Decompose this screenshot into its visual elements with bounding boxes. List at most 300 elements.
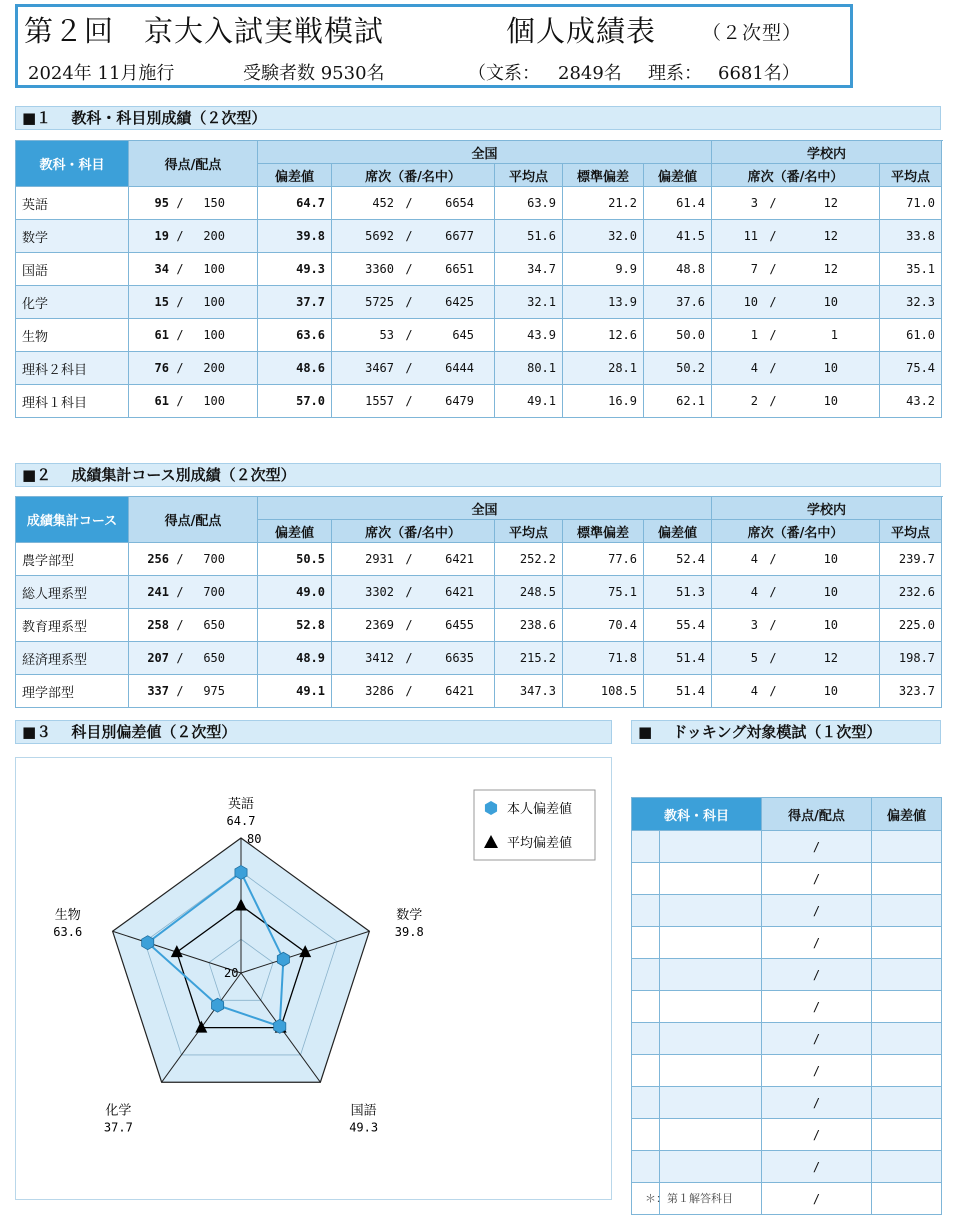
- average-cell: 49.1: [495, 385, 563, 418]
- dock-score-cell: /: [762, 831, 872, 863]
- deviation-cell: 49.1: [258, 675, 332, 708]
- deviation-cell: 52.8: [258, 609, 332, 642]
- dock-subject-cell: [660, 863, 762, 895]
- self-point: [142, 936, 154, 950]
- rank-cell: 3467 / 6444: [332, 352, 495, 385]
- examinee-count: 受験者数 9530名: [243, 63, 385, 84]
- school-rank-cell: 4 / 10: [712, 352, 880, 385]
- header-subject: 教科・科目: [16, 141, 129, 187]
- dock-mark-cell: [632, 1151, 660, 1183]
- axis-value: 49.3: [349, 1120, 379, 1135]
- dock-score-cell: /: [762, 1055, 872, 1087]
- dock-deviation-cell: [872, 991, 942, 1023]
- deviation-cell: 57.0: [258, 385, 332, 418]
- legend-self-label: 本人偏差値: [507, 802, 573, 817]
- school-rank-cell: 4 / 10: [712, 543, 880, 576]
- dock-mark-cell: [632, 863, 660, 895]
- tick-label-min: 20: [224, 966, 239, 980]
- dock-score-cell: /: [762, 959, 872, 991]
- max-score: 200: [203, 229, 225, 243]
- dock-subject-cell: [660, 1055, 762, 1087]
- dock-score-cell: /: [762, 927, 872, 959]
- header-school-average: 平均点: [880, 520, 942, 543]
- school-average-cell: 239.7: [880, 543, 942, 576]
- rank-total: 6425: [445, 295, 474, 309]
- report-name: 個人成績表: [506, 14, 657, 48]
- school-rank-total: 10: [823, 394, 839, 408]
- school-rank-value: 10: [743, 295, 759, 309]
- dock-row: [632, 863, 942, 895]
- school-deviation-cell: 41.5: [644, 220, 712, 253]
- dock-subject-cell: [660, 991, 762, 1023]
- school-average-cell: 225.0: [880, 609, 942, 642]
- dock-score-cell: /: [762, 863, 872, 895]
- score-cell: 15 / 100: [129, 286, 258, 319]
- school-rank-cell: 2 / 10: [712, 385, 880, 418]
- dock-subject-cell: [660, 1119, 762, 1151]
- average-cell: 51.6: [495, 220, 563, 253]
- row-label: 農学部型: [16, 543, 129, 576]
- school-rank-value: 1: [750, 328, 759, 342]
- rank-total: 6455: [445, 618, 474, 632]
- score-cell: 76 / 200: [129, 352, 258, 385]
- dock-subject-cell: [660, 1087, 762, 1119]
- deviation-cell: 39.8: [258, 220, 332, 253]
- average-cell: 43.9: [495, 319, 563, 352]
- tick-label-max: 80: [247, 832, 262, 846]
- school-rank-total: 10: [823, 361, 839, 375]
- table-row: [16, 642, 942, 675]
- radar-chart-panel: [15, 757, 612, 1200]
- rank-cell: 3412 / 6635: [332, 642, 495, 675]
- rank-cell: 3360 / 6651: [332, 253, 495, 286]
- rank-total: 6421: [445, 585, 474, 599]
- dock-subject-cell: [660, 927, 762, 959]
- dock-row: [632, 1055, 942, 1087]
- rank-value: 3467: [365, 361, 394, 375]
- table-row: [16, 253, 942, 286]
- deviation-cell: 63.6: [258, 319, 332, 352]
- header-score: 得点/配点: [129, 497, 258, 543]
- score-cell: 337 / 975: [129, 675, 258, 708]
- table-row: [16, 187, 942, 220]
- dock-row: [632, 959, 942, 991]
- row-label: 国語: [16, 253, 129, 286]
- header-sd: 標準偏差: [563, 520, 644, 543]
- school-deviation-cell: 51.3: [644, 576, 712, 609]
- header-school-average: 平均点: [880, 164, 942, 187]
- max-score: 700: [203, 585, 225, 599]
- dock-mark-cell: [632, 1023, 660, 1055]
- dock-deviation-cell: [872, 1055, 942, 1087]
- report-header: [15, 4, 853, 88]
- header-national: 全国: [258, 497, 712, 520]
- rank-value: 53: [379, 328, 394, 342]
- subject-score-table: [15, 140, 942, 418]
- school-rank-value: 4: [750, 552, 759, 566]
- dock-mark-cell: [632, 895, 660, 927]
- axis-label: 数学: [396, 908, 423, 924]
- table-row: [16, 220, 942, 253]
- docking-exam-table: [631, 797, 942, 1215]
- header-average: 平均点: [495, 164, 563, 187]
- section-2-title: ■２ 成績集計コース別成績（２次型）: [15, 463, 941, 487]
- score-cell: 241 / 700: [129, 576, 258, 609]
- score-cell: 207 / 650: [129, 642, 258, 675]
- row-label: 教育理系型: [16, 609, 129, 642]
- table-row: [16, 609, 942, 642]
- score-value: 34: [154, 262, 169, 276]
- dock-footnote: ＊：第１解答科目: [645, 1192, 733, 1205]
- dock-mark-cell: [632, 1055, 660, 1087]
- school-rank-cell: 5 / 12: [712, 642, 880, 675]
- score-value: 61: [154, 328, 169, 342]
- max-score: 700: [203, 552, 225, 566]
- dock-score-cell: /: [762, 991, 872, 1023]
- max-score: 200: [203, 361, 225, 375]
- row-label: 理科１科目: [16, 385, 129, 418]
- dock-subject-cell: [660, 895, 762, 927]
- sd-cell: 32.0: [563, 220, 644, 253]
- school-rank-total: 10: [823, 684, 839, 698]
- school-rank-cell: 1 / 1: [712, 319, 880, 352]
- rank-cell: 2369 / 6455: [332, 609, 495, 642]
- rank-total: 6421: [445, 684, 474, 698]
- dock-row: [632, 895, 942, 927]
- dock-deviation-cell: [872, 1183, 942, 1215]
- header-school: 学校内: [712, 141, 942, 164]
- table-row: [16, 352, 942, 385]
- rank-value: 3412: [365, 651, 394, 665]
- dock-mark-cell: [632, 1119, 660, 1151]
- dock-subject-cell: [660, 959, 762, 991]
- dock-mark-cell: [632, 927, 660, 959]
- school-deviation-cell: 50.0: [644, 319, 712, 352]
- max-score: 650: [203, 651, 225, 665]
- course-score-table: [15, 496, 942, 708]
- school-deviation-cell: 51.4: [644, 642, 712, 675]
- dock-header-score: 得点/配点: [762, 798, 872, 831]
- rank-cell: 452 / 6654: [332, 187, 495, 220]
- header-course: 成績集計コース: [16, 497, 129, 543]
- dock-deviation-cell: [872, 1023, 942, 1055]
- school-rank-total: 1: [830, 328, 839, 342]
- school-rank-value: 5: [750, 651, 759, 665]
- score-value: 61: [154, 394, 169, 408]
- average-cell: 238.6: [495, 609, 563, 642]
- rank-cell: 2931 / 6421: [332, 543, 495, 576]
- school-deviation-cell: 52.4: [644, 543, 712, 576]
- header-rank: 席次（番/名中）: [332, 520, 495, 543]
- rikei-count: 6681名）: [718, 63, 800, 84]
- school-rank-cell: 4 / 10: [712, 675, 880, 708]
- rank-cell: 5692 / 6677: [332, 220, 495, 253]
- dock-deviation-cell: [872, 1087, 942, 1119]
- dock-header-subject: 教科・科目: [632, 798, 762, 831]
- axis-label: 英語: [227, 797, 255, 812]
- school-rank-value: 4: [750, 361, 759, 375]
- school-rank-total: 12: [823, 651, 839, 665]
- max-score: 975: [203, 684, 225, 698]
- sd-cell: 21.2: [563, 187, 644, 220]
- dock-deviation-cell: [872, 927, 942, 959]
- table-row: [16, 385, 942, 418]
- header-school-deviation: 偏差値: [644, 520, 712, 543]
- axis-value: 37.7: [103, 1120, 133, 1135]
- sd-cell: 28.1: [563, 352, 644, 385]
- header-deviation: 偏差値: [258, 520, 332, 543]
- school-rank-value: 4: [750, 585, 759, 599]
- dock-score-cell: /: [762, 1151, 872, 1183]
- dock-deviation-cell: [872, 895, 942, 927]
- deviation-cell: 50.5: [258, 543, 332, 576]
- table-row: [16, 543, 942, 576]
- school-rank-value: 7: [750, 262, 759, 276]
- score-value: 207: [147, 651, 169, 665]
- dock-row: [632, 991, 942, 1023]
- header-deviation: 偏差値: [258, 164, 332, 187]
- sd-cell: 13.9: [563, 286, 644, 319]
- rank-total: 645: [452, 328, 474, 342]
- dock-score-cell: /: [762, 895, 872, 927]
- rank-value: 5692: [365, 229, 394, 243]
- sd-cell: 71.8: [563, 642, 644, 675]
- deviation-cell: 64.7: [258, 187, 332, 220]
- header-national: 全国: [258, 141, 712, 164]
- row-label: 英語: [16, 187, 129, 220]
- report-title: [24, 9, 803, 50]
- score-cell: 61 / 100: [129, 319, 258, 352]
- average-cell: 32.1: [495, 286, 563, 319]
- average-cell: 252.2: [495, 543, 563, 576]
- school-deviation-cell: 55.4: [644, 609, 712, 642]
- school-rank-cell: 10 / 10: [712, 286, 880, 319]
- legend-average-label: 平均偏差値: [507, 836, 573, 851]
- table-row: [16, 576, 942, 609]
- rank-total: 6479: [445, 394, 474, 408]
- sd-cell: 70.4: [563, 609, 644, 642]
- header-school-deviation: 偏差値: [644, 164, 712, 187]
- table-row: [16, 319, 942, 352]
- bunkei-count: 2849名: [558, 63, 622, 84]
- average-cell: 347.3: [495, 675, 563, 708]
- dock-deviation-cell: [872, 863, 942, 895]
- score-value: 76: [154, 361, 169, 375]
- rank-total: 6651: [445, 262, 474, 276]
- dock-row: [632, 1023, 942, 1055]
- school-average-cell: 61.0: [880, 319, 942, 352]
- dock-score-cell: /: [762, 1183, 872, 1215]
- axis-value: 64.7: [226, 814, 256, 828]
- rank-value: 452: [372, 196, 394, 210]
- school-rank-cell: 11 / 12: [712, 220, 880, 253]
- row-label: 理科２科目: [16, 352, 129, 385]
- self-point: [212, 998, 224, 1012]
- rank-cell: 3302 / 6421: [332, 576, 495, 609]
- header-school-rank: 席次（番/名中）: [712, 520, 880, 543]
- dock-subject-cell: [660, 1023, 762, 1055]
- school-average-cell: 232.6: [880, 576, 942, 609]
- school-rank-total: 10: [823, 585, 839, 599]
- dock-mark-cell: [632, 1087, 660, 1119]
- dock-deviation-cell: [872, 1119, 942, 1151]
- self-point: [274, 1019, 286, 1033]
- school-rank-value: 4: [750, 684, 759, 698]
- score-cell: 95 / 150: [129, 187, 258, 220]
- school-average-cell: 35.1: [880, 253, 942, 286]
- school-deviation-cell: 61.4: [644, 187, 712, 220]
- rank-total: 6635: [445, 651, 474, 665]
- row-label: 理学部型: [16, 675, 129, 708]
- max-score: 150: [203, 196, 225, 210]
- school-deviation-cell: 48.8: [644, 253, 712, 286]
- axis-label: 化学: [105, 1103, 132, 1119]
- score-cell: 256 / 700: [129, 543, 258, 576]
- max-score: 100: [203, 394, 225, 408]
- row-label: 化学: [16, 286, 129, 319]
- rikei-label: 理系：: [648, 63, 702, 84]
- deviation-cell: 49.3: [258, 253, 332, 286]
- school-average-cell: 198.7: [880, 642, 942, 675]
- axis-value: 39.8: [394, 925, 424, 940]
- average-cell: 248.5: [495, 576, 563, 609]
- sd-cell: 108.5: [563, 675, 644, 708]
- school-rank-total: 10: [823, 618, 839, 632]
- max-score: 100: [203, 295, 225, 309]
- school-rank-cell: 3 / 12: [712, 187, 880, 220]
- row-label: 生物: [16, 319, 129, 352]
- rank-value: 2931: [365, 552, 394, 566]
- school-rank-total: 12: [823, 196, 839, 210]
- school-average-cell: 33.8: [880, 220, 942, 253]
- school-rank-total: 12: [823, 262, 839, 276]
- rank-value: 3286: [365, 684, 394, 698]
- header-rank: 席次（番/名中）: [332, 164, 495, 187]
- rank-total: 6421: [445, 552, 474, 566]
- section-3-title: ■３ 科目別偏差値（２次型）: [15, 720, 612, 744]
- self-point: [235, 865, 247, 879]
- school-rank-cell: 4 / 10: [712, 576, 880, 609]
- school-rank-total: 10: [823, 295, 839, 309]
- school-average-cell: 32.3: [880, 286, 942, 319]
- average-cell: 34.7: [495, 253, 563, 286]
- score-value: 256: [147, 552, 169, 566]
- table-row: [16, 286, 942, 319]
- school-rank-value: 3: [750, 618, 759, 632]
- row-label: 総人理系型: [16, 576, 129, 609]
- score-cell: 19 / 200: [129, 220, 258, 253]
- breakdown-label: （文系：: [468, 63, 540, 84]
- self-point: [277, 952, 289, 966]
- school-rank-total: 12: [823, 229, 839, 243]
- school-rank-value: 11: [743, 229, 759, 243]
- row-label: 経済理系型: [16, 642, 129, 675]
- school-rank-value: 2: [750, 394, 759, 408]
- sd-cell: 12.6: [563, 319, 644, 352]
- dock-row: [632, 831, 942, 863]
- rank-total: 6677: [445, 229, 474, 243]
- dock-subject-cell: [660, 831, 762, 863]
- header-school-rank: 席次（番/名中）: [712, 164, 880, 187]
- deviation-cell: 48.9: [258, 642, 332, 675]
- header-sd: 標準偏差: [563, 164, 644, 187]
- school-rank-cell: 3 / 10: [712, 609, 880, 642]
- dock-deviation-cell: [872, 1151, 942, 1183]
- score-value: 19: [154, 229, 169, 243]
- sd-cell: 16.9: [563, 385, 644, 418]
- rank-value: 3360: [365, 262, 394, 276]
- rank-value: 5725: [365, 295, 394, 309]
- score-cell: 61 / 100: [129, 385, 258, 418]
- rank-cell: 53 / 645: [332, 319, 495, 352]
- score-cell: 34 / 100: [129, 253, 258, 286]
- school-rank-total: 10: [823, 552, 839, 566]
- row-label: 数学: [16, 220, 129, 253]
- rank-cell: 5725 / 6425: [332, 286, 495, 319]
- sd-cell: 75.1: [563, 576, 644, 609]
- dock-row: [632, 1087, 942, 1119]
- school-deviation-cell: 51.4: [644, 675, 712, 708]
- dock-row: [632, 1151, 942, 1183]
- axis-label: 生物: [54, 908, 81, 924]
- school-rank-value: 3: [750, 196, 759, 210]
- dock-row: [632, 927, 942, 959]
- table-row: [16, 675, 942, 708]
- section-1-title: ■１ 教科・科目別成績（２次型）: [15, 106, 941, 130]
- school-average-cell: 43.2: [880, 385, 942, 418]
- axis-label: 国語: [350, 1103, 377, 1119]
- rank-total: 6654: [445, 196, 474, 210]
- header-average: 平均点: [495, 520, 563, 543]
- max-score: 100: [203, 328, 225, 342]
- max-score: 650: [203, 618, 225, 632]
- dock-score-cell: /: [762, 1119, 872, 1151]
- score-value: 258: [147, 618, 169, 632]
- dock-score-cell: /: [762, 1023, 872, 1055]
- dock-deviation-cell: [872, 959, 942, 991]
- dock-header-deviation: 偏差値: [872, 798, 942, 831]
- score-value: 95: [154, 196, 169, 210]
- average-cell: 63.9: [495, 187, 563, 220]
- deviation-cell: 48.6: [258, 352, 332, 385]
- sd-cell: 9.9: [563, 253, 644, 286]
- sd-cell: 77.6: [563, 543, 644, 576]
- deviation-cell: 49.0: [258, 576, 332, 609]
- exam-date: 2024年 11月施行: [28, 63, 175, 84]
- school-rank-cell: 7 / 12: [712, 253, 880, 286]
- rank-value: 2369: [365, 618, 394, 632]
- dock-mark-cell: [632, 959, 660, 991]
- school-deviation-cell: 62.1: [644, 385, 712, 418]
- exam-name: 第２回 京大入試実戦模試: [24, 14, 385, 48]
- report-type: （２次型）: [702, 22, 803, 44]
- dock-row: [632, 1119, 942, 1151]
- dock-score-cell: /: [762, 1087, 872, 1119]
- max-score: 100: [203, 262, 225, 276]
- deviation-cell: 37.7: [258, 286, 332, 319]
- score-cell: 258 / 650: [129, 609, 258, 642]
- dock-deviation-cell: [872, 831, 942, 863]
- dock-subject-cell: [660, 1151, 762, 1183]
- dock-mark-cell: [632, 991, 660, 1023]
- school-deviation-cell: 37.6: [644, 286, 712, 319]
- score-value: 15: [154, 295, 169, 309]
- rank-value: 1557: [365, 394, 394, 408]
- school-deviation-cell: 50.2: [644, 352, 712, 385]
- header-score: 得点/配点: [129, 141, 258, 187]
- radar-chart: [16, 758, 611, 1199]
- rank-total: 6444: [445, 361, 474, 375]
